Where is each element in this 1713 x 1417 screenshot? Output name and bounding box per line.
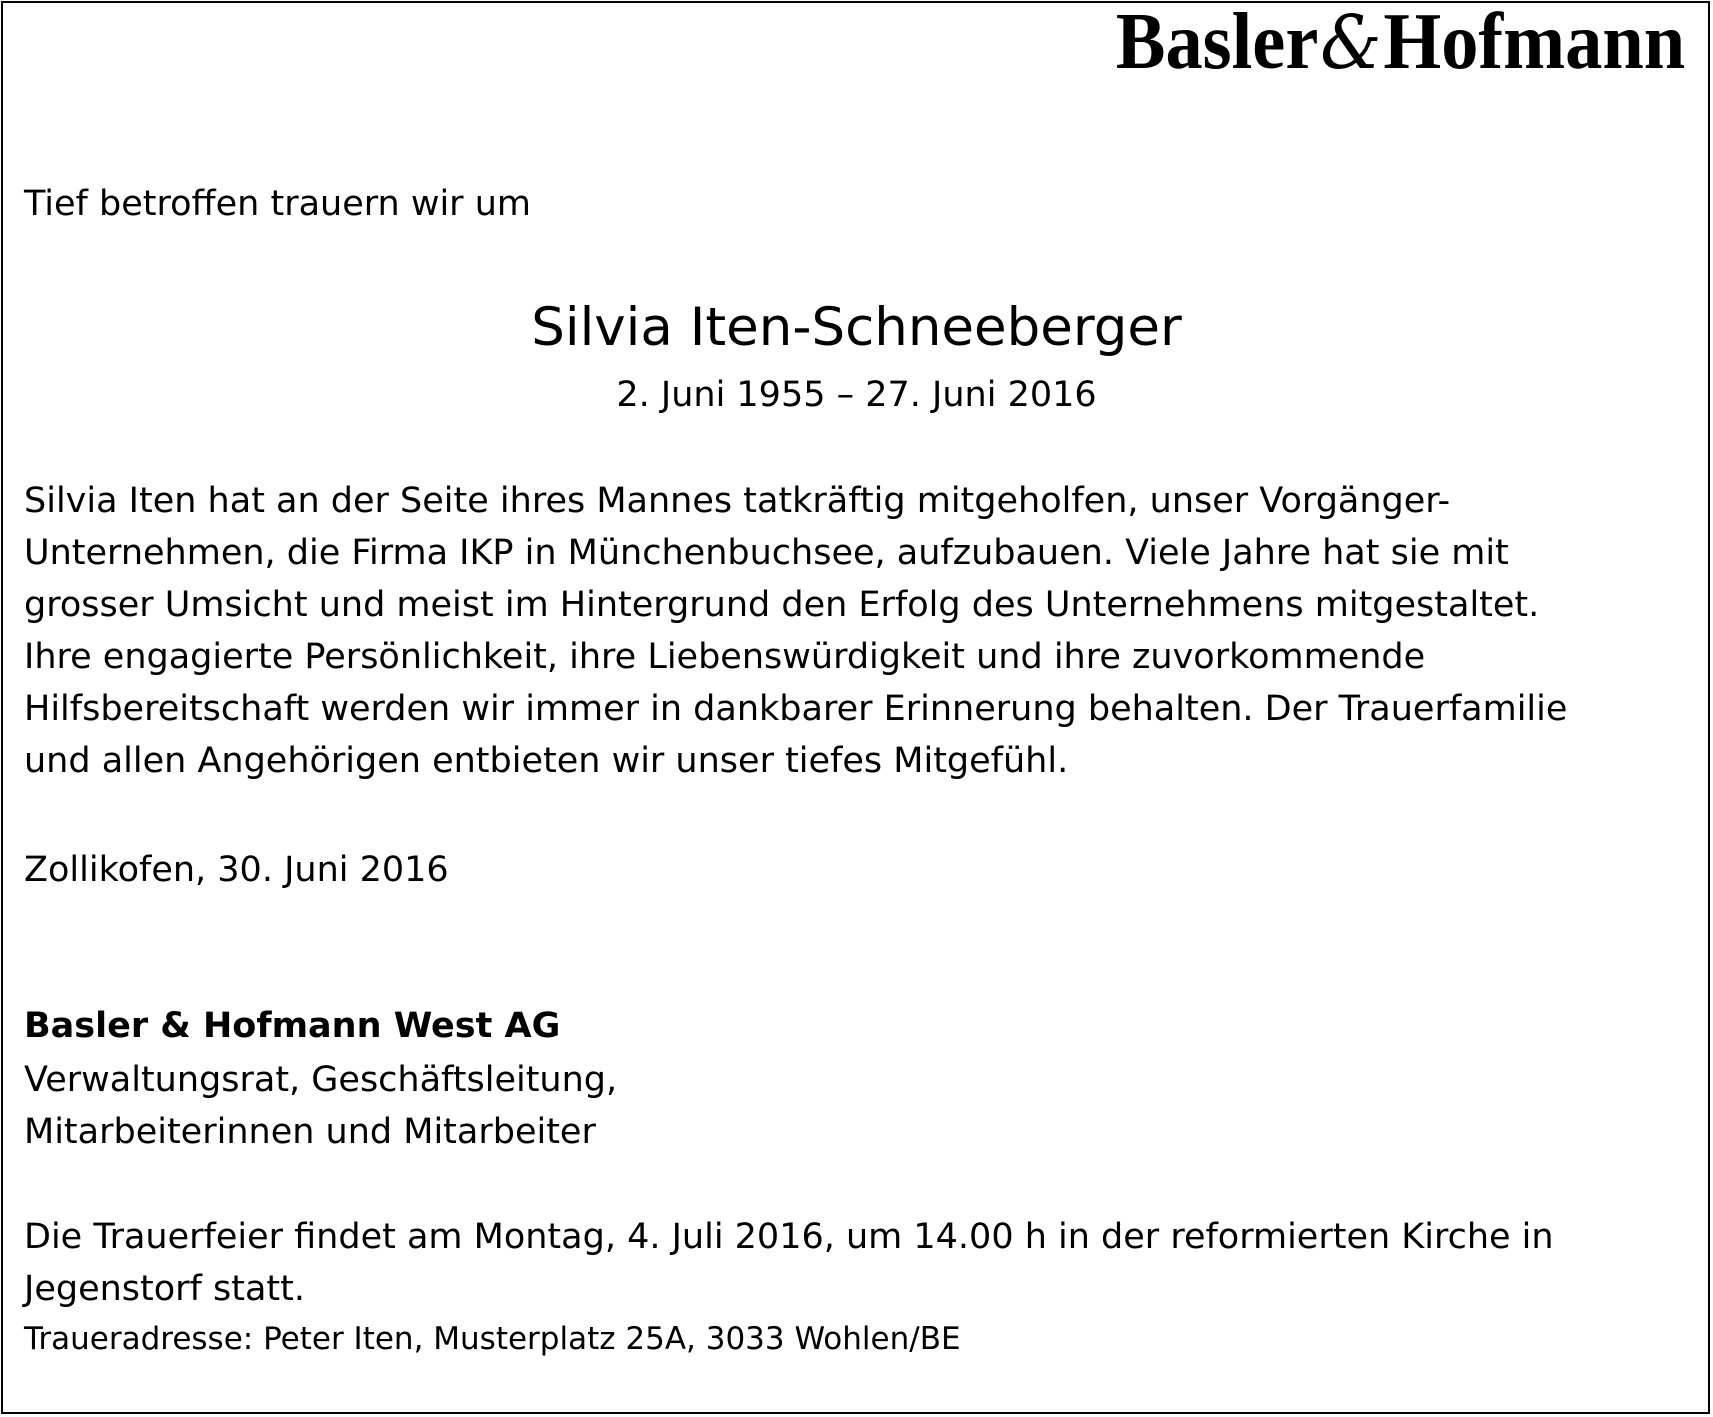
tribute-line: Unternehmen, die Firma IKP in Münchenbuchsee, aufzubauen. Viele Jahre hat sie mit [24, 533, 1509, 573]
logo-text-basler: Basler [1115, 0, 1319, 86]
tribute-line: grosser Umsicht und meist im Hintergrund den Erfolg des Unternehmens mitgestaltet. [24, 585, 1540, 625]
deceased-name: Silvia Iten-Schneeberger [531, 297, 1182, 358]
mourning-address: Traueradresse: Peter Iten, Musterplatz 25A, 3033 Wohlen/BE [24, 1321, 961, 1357]
tribute-line: Silvia Iten hat an der Seite ihres Mannes tatkräftig mitgeholfen, unser Vorgänger- [24, 481, 1451, 521]
deceased-dates: 2. Juni 1955 – 27. Juni 2016 [616, 375, 1097, 415]
signature-line-2: Mitarbeiterinnen und Mitarbeiter [24, 1112, 596, 1152]
funeral-info-line-2: Jegenstorf statt. [24, 1269, 305, 1309]
logo-ampersand: & [1320, 0, 1382, 86]
signature-company: Basler & Hofmann West AG [24, 1006, 561, 1046]
tribute-paragraph [24, 475, 1567, 787]
tribute-line: Hilfsbereitschaft werden wir immer in dankbarer Erinnerung behalten. Der Trauerfamilie [24, 689, 1568, 729]
tribute-line: und allen Angehörigen entbieten wir unser tiefes Mitgefühl. [24, 741, 1069, 781]
funeral-info-line-1: Die Trauerfeier findet am Montag, 4. Juli 2016, um 14.00 h in der reformierten Kirche in [24, 1217, 1554, 1257]
company-logo [1115, 0, 1685, 86]
signature-line-1: Verwaltungsrat, Geschäftsleitung, [24, 1060, 618, 1100]
intro-text: Tief betroffen trauern wir um [24, 184, 531, 224]
tribute-line: Ihre engagierte Persönlichkeit, ihre Liebenswürdigkeit und ihre zuvorkommende [24, 637, 1426, 677]
logo-text-hofmann: Hofmann [1383, 0, 1685, 86]
place-date: Zollikofen, 30. Juni 2016 [24, 850, 449, 890]
